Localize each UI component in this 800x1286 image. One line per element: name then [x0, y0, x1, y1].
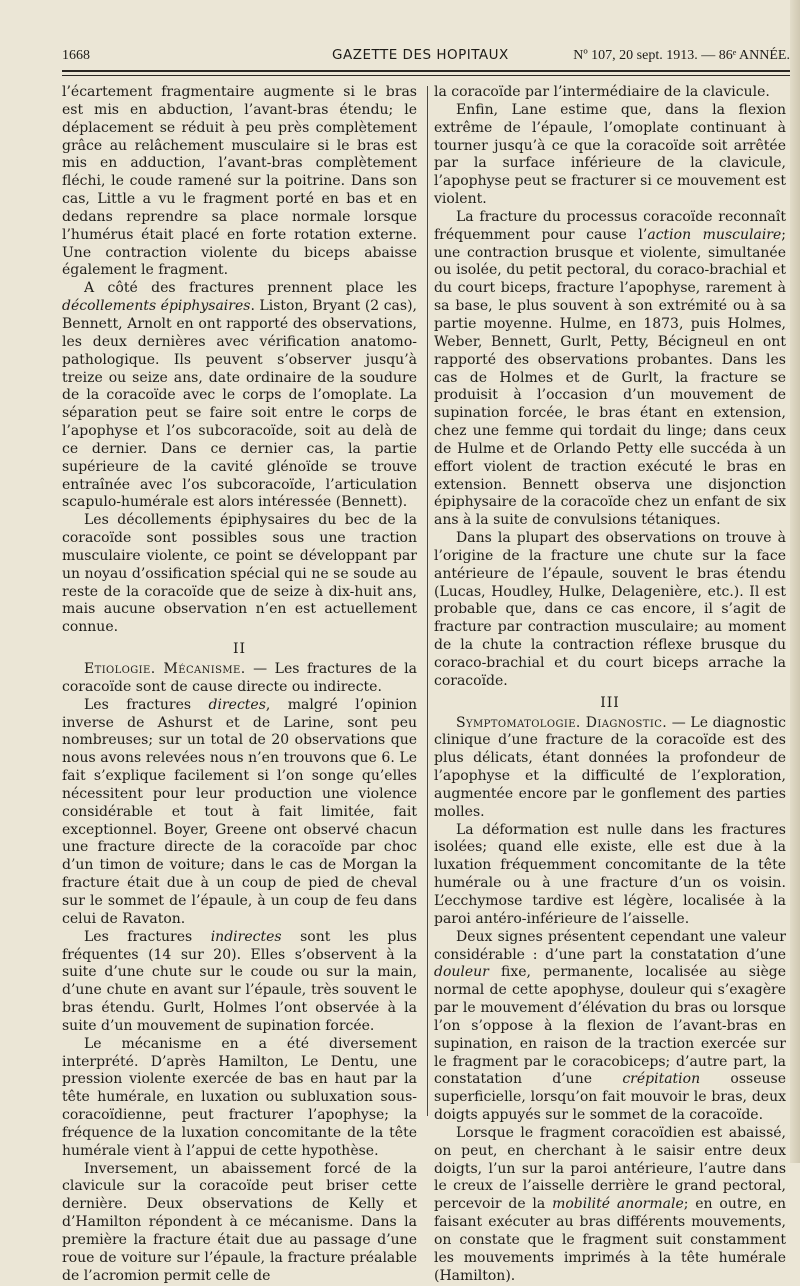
header-rule	[62, 70, 790, 72]
paragraph: Les décollements épiphysaires du bec de la coracoïde sont possibles sous une traction musculaire violente, ce point se développant par un noyau d’ossification spécial qui ne se soude au reste de la coracoïde que de seize à dix-huit ans, mais aucune observation n’en est actuellement connue.	[62, 512, 417, 636]
paragraph: Etiologie. Mécanisme. — Les fractures de la coracoïde sont de cause directe ou indirecte.	[62, 661, 417, 695]
emphasis: douleur	[434, 964, 489, 981]
paragraph: Dans la plupart des observations on trouve à l’origine de la fracture une chute sur la face antérieure de l’épaule, souvent le bras étendu (Lucas, Houdley, Hulke, Delagenière, etc.). Il est probable que, dans ce cas encore, il s’agit de fracture par contraction musculaire; au moment de la chute la contraction réflexe brusque du coraco-brachial et du court biceps arrache la coracoïde.	[434, 530, 786, 689]
section-title: Etiologie. Mécanisme.	[84, 661, 246, 677]
paragraph: Deux signes présentent cependant une valeur considérable : d’une part la constatation d’une douleur fixe, permanente, localisée au siège normal de cette apophyse, douleur qui s’exagère par le mouvement d’élévation du bras ou lorsque l’on s’oppose à la flexion de l’avant-bras en supination, en raison de la traction exercée sur le fragment par le coracobiceps; d’autre part, la constatation d’une crépitation osseuse superficielle, lorsqu’on fait mouvoir le bras, deux doigts appuyés sur le sommet de la coracoïde.	[434, 928, 786, 1124]
paragraph: La fracture du processus coracoïde reconnaît fréquemment pour cause l’action musculaire; une contraction brusque et violente, simultanée ou isolée, du petit pectoral, du coraco-brachial et du court biceps, fracture l’apophyse, rarement à sa base, le plus souvent à son extrémité ou à sa partie moyenne. Hulme, en 1873, puis Holmes, Weber, Bennett, Gurlt, Petty, Bécigneul en ont rapporté des observations probantes. Dans les cas de Holmes et de Gurlt, la fracture se produisit à l’occasion d’un mouvement de supination forcée, le bras étant en extension, chez une femme qui tordait du linge; dans ceux de Hulme et de Orlando Petty elle succéda à un effort violent de traction exécuté le bras en extension. Bennett observa une disjonction épiphysaire de la coracoïde chez un enfant de six ans à la suite de convulsions tétaniques.	[434, 208, 786, 529]
paragraph: La déformation est nulle dans les fractures isolées; quand elle existe, elle est due à la luxation fréquemment concomitante de la tête humérale ou à une fracture d’un os voisin. L’ecchymose tardive est légère, localisée à la paroi antéro-inférieure de l’aisselle.	[434, 821, 786, 927]
column-divider	[427, 86, 428, 1116]
paragraph: Enfin, Lane estime que, dans la flexion extrême de l’épaule, l’omoplate continuant à tourner jusqu’à ce que la coracoïde soit arrêtée par la surface inférieure de la clavicule, l’apophyse peut se fracturer si ce mouvement est violent.	[434, 101, 786, 208]
emphasis: mobilité anormale	[552, 1196, 684, 1213]
section-heading: III	[600, 694, 620, 711]
header-rule-thin	[62, 75, 790, 76]
left-column	[62, 84, 417, 1286]
emphasis: indirectes	[210, 928, 282, 945]
emphasis: décollements épiphysaires	[62, 298, 251, 315]
page-header	[62, 44, 790, 66]
emphasis: crépitation	[622, 1071, 701, 1088]
paragraph: Les fractures directes, malgré l’opinion inverse de Ashurst et de Larine, sont peu nombreuses; sur un total de 20 observations que nous avons relevées nous n’en trouvons que 6. Le fait s’explique facilement si l’on songe qu’elles nécessitent pour leur production une violence considérable et tout à fait limitée, fait exceptionnel. Boyer, Greene ont observé chacun une fracture directe de la coracoïde par choc d’un timon de voiture; dans le cas de Morgan la fracture était due à un coup de pied de cheval sur le sommet de l’épaule, à un coup de feu dans celui de Ravaton.	[62, 696, 417, 927]
section-title: Symptomatologie. Diagnostic.	[456, 714, 668, 731]
issue-info: Nº 107, 20 sept. 1913. — 86ᵉ ANNÉE.	[573, 48, 790, 63]
journal-title: GAZETTE DES HOPITAUX	[332, 47, 509, 63]
emphasis: action musculaire	[647, 226, 782, 243]
page-edge	[790, 0, 800, 1163]
right-column	[434, 84, 786, 1286]
paragraph: Les fractures indirectes sont les plus fréquentes (14 sur 20). Elles s’observent à la suite d’une chute sur le coude ou sur la main, d’une chute en avant sur l’épaule, très souvent le bras étendu. Gurlt, Holmes l’ont observée à la suite d’un mouvement de supination forcée.	[62, 928, 417, 1034]
paragraph: la coracoïde par l’intermédiaire de la clavicule.	[434, 84, 770, 100]
paragraph: A côté des fractures prennent place les décollements épiphysaires. Liston, Bryant (2 cas), Bennett, Arnolt en ont rapporté des observations, les deux dernières avec vérification anatomo-pathologique. Ils peuvent s’observer jusqu’à treize ou seize ans, date ordinaire de la soudure de la coracoïde avec le corps de l’omoplate. La séparation peut se faire soit entre le corps de l’apophyse et l’os subcoracoïde, soit au delà de ce dernier. Dans ce dernier cas, la partie supérieure de la cavité glénoïde se trouve entraînée avec l’os subcoracoïde, l’articulation scapulo-humérale est alors intéressée (Bennett).	[62, 280, 417, 511]
paragraph: Inversement, un abaissement forcé de la clavicule sur la coracoïde peut briser cette dernière. Deux observations de Kelly et d’Hamilton répondent à ce mécanisme. Dans la première la fracture était due au passage d’une roue de voiture sur l’épaule, la fracture préalable de l’acromion permit celle de	[62, 1160, 417, 1284]
page-number: 1668	[62, 48, 90, 63]
paragraph: Le mécanisme en a été diversement interprété. D’après Hamilton, Le Dentu, une pression violente exercée de bas en haut par la tête humérale, en luxation ou subluxation sous-coracoïdienne, peut fracturer l’apophyse; la fréquence de la luxation concomitante de la tête humérale vient à l’appui de cette hypothèse.	[62, 1035, 417, 1159]
emphasis: directes	[208, 696, 266, 713]
paragraph: Symptomatologie. Diagnostic. — Le diagnostic clinique d’une fracture de la coracoïde est des plus délicats, étant données la profondeur de l’apophyse et la difficulté de l’exploration, augmentée encore par le gonflement des parties molles.	[434, 714, 786, 820]
paragraph: l’écartement fragmentaire augmente si le bras est mis en abduction, l’avant-bras étendu; le déplacement se réduit à peu près complètement grâce au relâchement musculaire si le bras est mis en adduction, l’avant-bras complètement fléchi, le coude ramené sur la poitrine. Dans son cas, Little a vu le fragment porté en bas et en dedans reprendre sa place normale lorsque l’humérus était placé en forte rotation externe. Une contraction violente du biceps abaisse également le fragment.	[62, 84, 417, 279]
paragraph: Lorsque le fragment coracoïdien est abaissé, on peut, en cherchant à le saisir entre deux doigts, l’un sur la paroi antérieure, l’autre dans le creux de l’aisselle derrière le grand pectoral, percevoir de la mobilité anormale; en outre, en faisant exécuter au bras différents mouvements, on constate que le fragment suit constamment les mouvements imprimés à la tête humérale (Hamilton).	[434, 1124, 786, 1284]
section-heading: II	[232, 641, 247, 658]
